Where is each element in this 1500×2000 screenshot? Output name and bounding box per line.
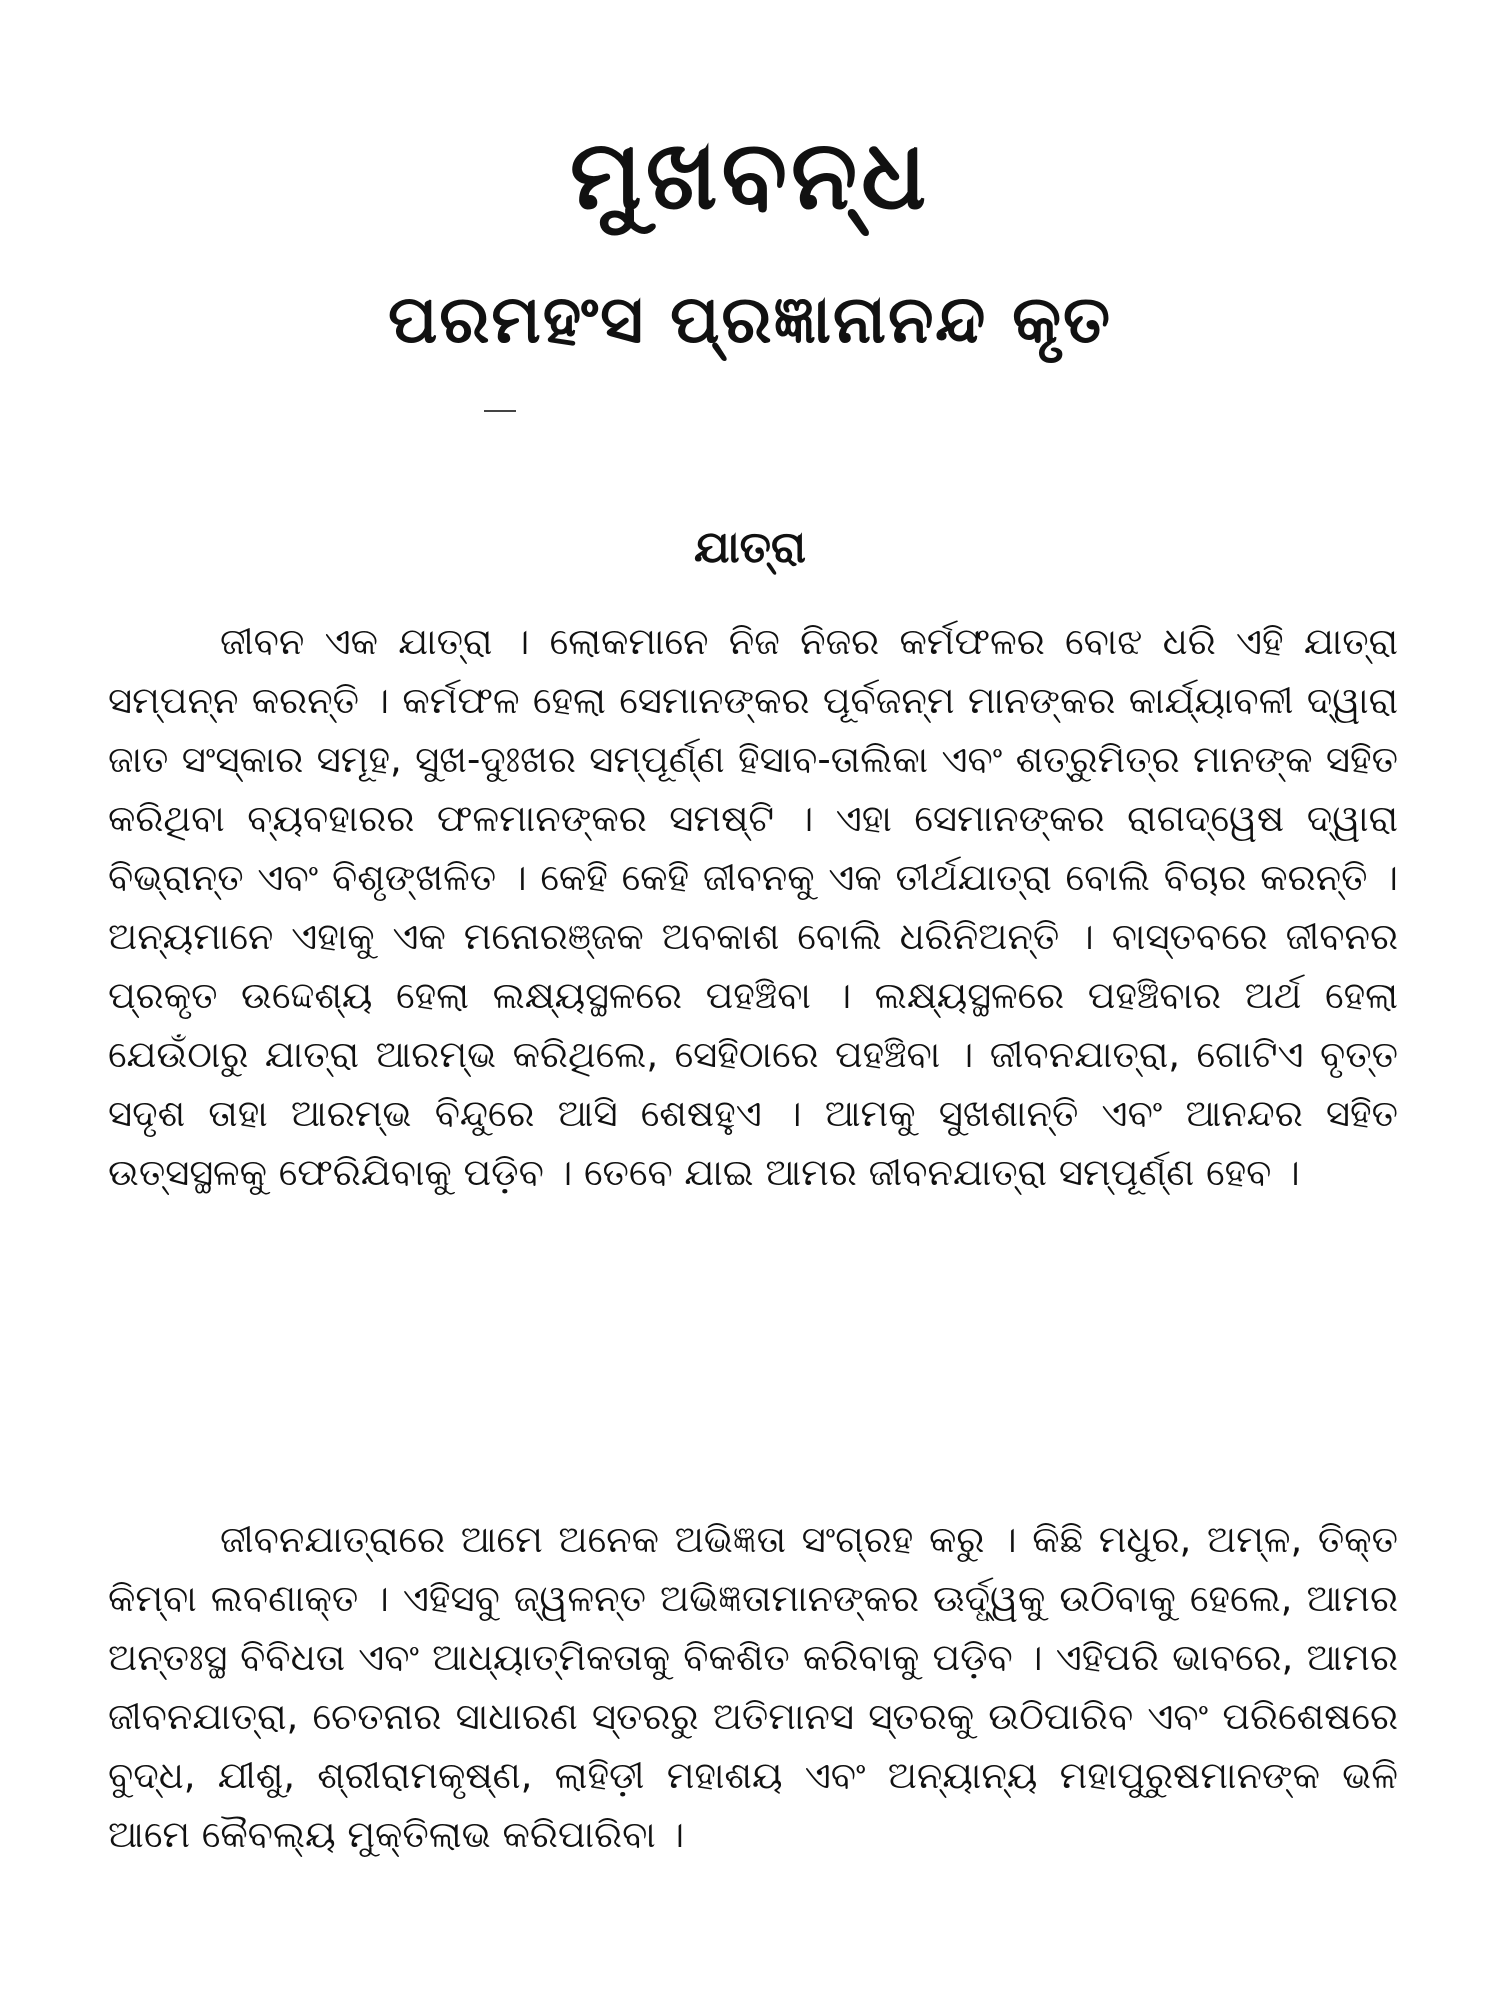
- decorative-dash: [484, 410, 516, 412]
- page-subtitle: ପରମହଂସ ପ୍ରଜ୍ଞାନାନନ୍ଦ କୃତ: [387, 281, 1113, 358]
- section-heading: ଯାତ୍ରା: [694, 522, 806, 573]
- body-paragraph: ଜୀବନ ଏକ ଯାତ୍ରା । ଲୋକମାନେ ନିଜ ନିଜର କର୍ମଫଳର ବୋଝ ଧରି ଏହି ଯାତ୍ରା ସମ୍ପନ୍ନ କରନ୍ତି । କର୍ମଫଳ ହେଲା ସେମାନଙ୍କର ପୂର୍ବଜନ୍ମ ମାନଙ୍କର କାର୍ଯ୍ୟାବଳୀ ଦ୍ୱାରା ଜାତ ସଂସ୍କାର ସମୂହ, ସୁଖ-ଦୁଃଖର ସମ୍ପୂର୍ଣ୍ଣ ହିସାବ-ତାଲିକା ଏବଂ ଶତ୍ରୁମିତ୍ର ମାନଙ୍କ ସହିତ କରିଥିବା ବ୍ୟବହାରର ଫଳମାନଙ୍କର ସମଷ୍ଟି । ଏହା ସେମାନଙ୍କର ରାଗଦ୍ୱେଷ ଦ୍ୱାରା ବିଭ୍ରାନ୍ତ ଏବଂ ବିଶୃଙ୍ଖଳିତ । କେହି କେହି ଜୀବନକୁ ଏକ ତୀର୍ଥଯାତ୍ରା ବୋଲି ବିଚାର କରନ୍ତି । ଅନ୍ୟମାନେ ଏହାକୁ ଏକ ମନୋରଞ୍ଜକ ଅବକାଶ ବୋଲି ଧରିନିଅନ୍ତି । ବାସ୍ତବରେ ଜୀବନର ପ୍ରକୃତ ଉଦ୍ଦେଶ୍ୟ ହେଲା ଲକ୍ଷ୍ୟସ୍ଥଳରେ ପହଞ୍ଚିବା । ଲକ୍ଷ୍ୟସ୍ଥଳରେ ପହଞ୍ଚିବାର ଅର୍ଥ ହେଲା ଯେଉଁଠାରୁ ଯାତ୍ରା ଆରମ୍ଭ କରିଥିଲେ, ସେହିଠାରେ ପହଞ୍ଚିବା । ଜୀବନଯାତ୍ରା, ଗୋଟିଏ ବୃତ୍ତ ସଦୃଶ ତାହା ଆରମ୍ଭ ବିନ୍ଦୁରେ ଆସି ଶେଷହୁଏ । ଆମକୁ ସୁଖଶାନ୍ତି ଏବଂ ଆନନ୍ଦର ସହିତ ଉତ୍ସସ୍ଥଳକୁ ଫେରିଯିବାକୁ ପଡ଼ିବ । ତେବେ ଯାଇ ଆମର ଜୀବନଯାତ୍ରା ସମ୍ପୂର୍ଣ୍ଣ ହେବ ।: [108, 620, 1398, 1194]
- body-paragraph: ଜୀବନଯାତ୍ରାରେ ଆମେ ଅନେକ ଅଭିଜ୍ଞତା ସଂଗ୍ରହ କରୁ । କିଛି ମଧୁର, ଅମ୍ଳ, ତିକ୍ତ କିମ୍ବା ଲବଣାକ୍ତ । ଏହିସବୁ ଜ୍ୱଳନ୍ତ ଅଭିଜ୍ଞତାମାନଙ୍କର ଊର୍ଦ୍ଧ୍ୱକୁ ଉଠିବାକୁ ହେଲେ, ଆମର ଅନ୍ତଃସ୍ଥ ବିବିଧତା ଏବଂ ଆଧ୍ୟାତ୍ମିକତାକୁ ବିକଶିତ କରିବାକୁ ପଡ଼ିବ । ଏହିପରି ଭାବରେ, ଆମର ଜୀବନଯାତ୍ରା, ଚେତନାର ସାଧାରଣ ସ୍ତରରୁ ଅତିମାନସ ସ୍ତରକୁ ଉଠିପାରିବ ଏବଂ ପରିଶେଷରେ ବୁଦ୍ଧ, ଯୀଶୁ, ଶ୍ରୀରାମକୃଷ୍ଣ, ଲାହିଡ଼ୀ ମହାଶୟ ଏବଂ ଅନ୍ୟାନ୍ୟ ମହାପୁରୁଷମାନଙ୍କ ଭଳି ଆମେ କୈବଲ୍ୟ ମୁକ୍ତିଲାଭ କରିପାରିବା ।: [108, 1518, 1398, 1856]
- page-title: ମୁଖବନ୍ଧ: [569, 119, 931, 231]
